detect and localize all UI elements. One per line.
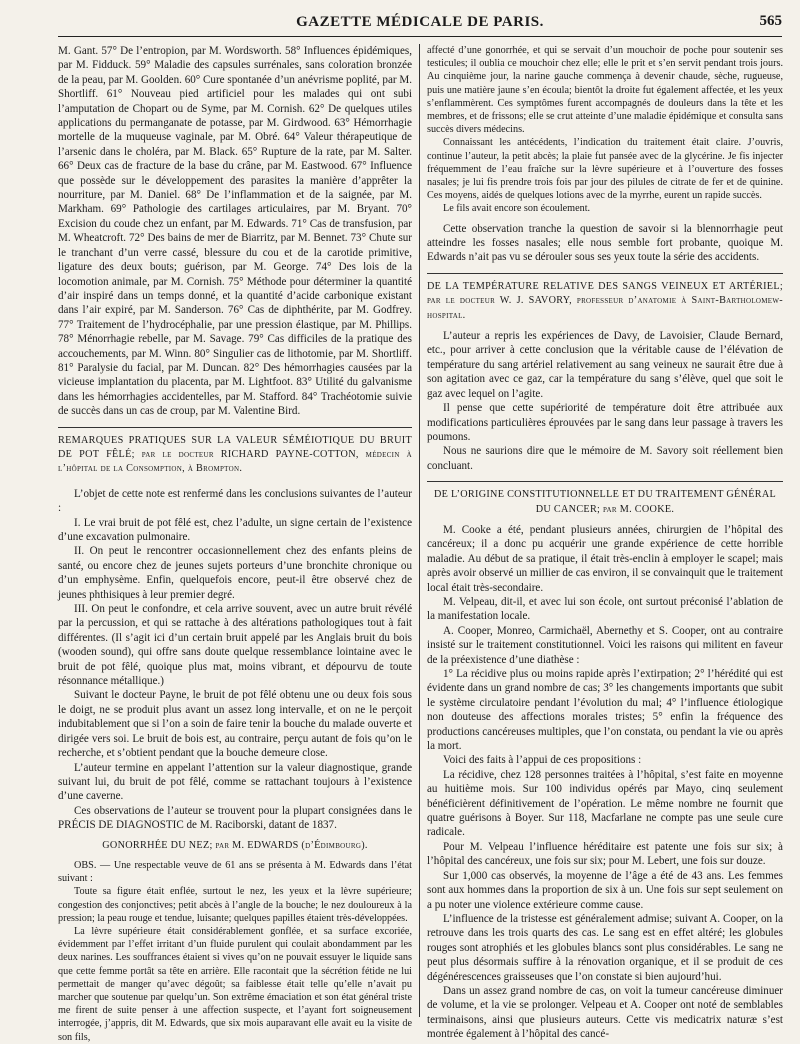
right-column (427, 44, 783, 1042)
observation-text: Le fils avait encore son écoulement. (443, 203, 591, 215)
paragraph: III. On peut le confondre, et cela arrive souvent, avec un autre bruit révélé par la percussion, et qui se rattache à des altérations pathologiques tout à fait différentes. (Il s’agit ici d’un certain bruit appelé par les Anglais bruit du bois (wooden sound), qui offre sans doute quelque ressemblance lointaine avec le bruit de pot fêlé, quoique plus mat, moins vibrant, et dépourvu de toute résonnance métallique.) (58, 603, 412, 688)
paragraph: Pour M. Velpeau l’influence héréditaire est patente une fois sur six; à l’hôpital des cancéreux, une fois sur six; pour M. Lebert, une fois sur douze. (427, 840, 783, 868)
left-column (58, 44, 412, 1044)
column-divider (419, 44, 420, 1017)
section-divider (427, 273, 783, 280)
section-divider (427, 481, 783, 488)
paragraph: M. Cooke a été, pendant plusieurs années, chirurgien de l’hôpital des cancéreux; il a donc pu acquérir une grande expérience de cette horrible maladie. Au début de sa pratique, il était très-enclin à employer le scapel; mais après avoir observé un millier de cas environ, il se convainquit que le traitement local était très-secondaire. (427, 523, 783, 594)
paragraph: L’auteur termine en appelant l’attention sur la valeur diagnostique, grande suivant lui, du bruit de pot fêlé, comme se rattachant toujours à l’existence d’une caverne. (58, 761, 412, 803)
paragraph: Voici des faits à l’appui de ces propositions : (443, 754, 642, 767)
article-heading-cancer: DE L’ORIGINE CONSTITUTIONNELLE ET DU TRAITEMENT GÉNÉRAL DU CANCER; par M. COOKE. (433, 489, 777, 515)
article-heading-gonorrhee: GONORRHÉE DU NEZ; par M. EDWARDS (d’Édimbourg). (102, 839, 368, 851)
paragraph: I. Le vrai bruit de pot fêlé est, chez l’adulte, un signe certain de l’existence d’une excavation pulmonaire. (58, 516, 412, 543)
paragraph: Ces observations de l’auteur se trouvent pour la plupart consignées dans le PRÉCIS DE DIAGNOSTIC de M. Raciborski, datant de 1837. (58, 804, 412, 832)
section-divider (58, 427, 412, 434)
page-header (58, 10, 782, 37)
paragraph: II. On peut le rencontrer occasionnellement chez des enfants pleins de santé, ou encore chez de jeunes sujets porteurs d’une bronchite chronique ou d’un emphysème. Enfin, quelquefois encore, peut-il être observé chez de jeunes phthisiques à leur premier degré. (58, 545, 412, 601)
paragraph: A. Cooper, Monreo, Carmichaël, Abernethy et S. Cooper, ont au contraire insisté sur le traitement constitutionnel. Voici les raisons qui militent en faveur de la préexistence d’une diathèse : (427, 624, 783, 666)
paragraph: Cette observation tranche la question de savoir si la blennorrhagie peut atteindre les fosses nasales; elle nous semble fort probante, quoique M. Edwards n’ait pas vu se dérouler sous ses yeux toute la série des accidents. (427, 222, 783, 264)
journal-title: GAZETTE MÉDICALE DE PARIS. (296, 14, 544, 30)
paragraph: M. Velpeau, dit-il, et avec lui son école, ont surtout préconisé l’ablation de la manifestation locale. (427, 595, 783, 623)
paragraph: Dans un assez grand nombre de cas, on voit la tumeur cancéreuse diminuer de volume, et la vie se prolonger. Velpeau et A. Cooper ont noté de semblables terminaisons, ainsi que plusieurs auteurs. Cette vis medicatrix naturæ s’est montrée également à l’hôpital des cancé- (427, 984, 783, 1041)
paragraph: L’auteur a repris les expériences de Davy, de Lavoisier, Claude Bernard, etc., pour arriver à cette conclusion que la véritable cause de l’élévation de température du sang artériel relativement au sang veineux ne saurait être due à son agitation avec ce gaz, car la température du sang s’élève, quel que soit le gaz avec lequel on l’agite. (427, 330, 783, 400)
paragraph: Sur 1,000 cas observés, la moyenne de l’âge a été de 43 ans. Les femmes sont aux hommes dans la proportion de six à un. Une fois sur sept seulement on a pu noter une violence extérieure comme cause. (427, 869, 783, 911)
paragraph: Nous ne saurions dire que le mémoire de M. Savory soit réellement bien concluant. (427, 445, 783, 472)
paragraph: 1° La récidive plus ou moins rapide après l’extirpation; 2° l’hérédité qui est évidente dans un grand nombre de cas; 3° les changements importants que subit le système circulatoire pendant l’évolution du mal; 4° l’influence étiologique non douteuse des affections morales tristes; 5° enfin la fréquence des productions cancéreuses multiples, que l’on constata, ou pendant la vie ou après la mort. (427, 668, 783, 753)
observation-continued: affecté d’une gonorrhée, et qui se servait d’un mouchoir de poche pour soutenir ses testicules; il oublia ce mouchoir chez elle; elle le prit et s’en servit pendant trois jours. Au cinquième jour, la narine gauche commença à devenir chaude, sèche, rugueuse, puis une matière jaune s’en écoula; bientôt la droite fut également affectée, et les yeux s’enflammèrent. Ces symptômes furent accompagnés de douleurs dans la tête et les membres, et de frissons; elle se crut atteinte d’une maladie épidémique et consulta sans succès divers médecins. (427, 45, 783, 136)
article-heading-temperature: DE LA TEMPÉRATURE RELATIVE DES SANGS VEINEUX ET ARTÉRIEL; par le docteur W. J. SAVORY, professeur d’anatomie à Saint-Bartholomew-hospital. (427, 280, 783, 321)
page-number: 565 (759, 13, 782, 29)
paragraph: Il pense que cette supériorité de température doit être attribuée aux modifications particulières éprouvées par le sang dans leur passage à travers les poumons. (427, 402, 783, 443)
paragraph: La récidive, chez 128 personnes traitées à l’hôpital, s’est faite en moyenne au huitième mois. Sur 100 individus opérés par Mayo, cinq seulement bénéficièrent définitivement de l’opération. Le même nombre ne fournit que quatre guérisons à Boyer. Sur 118, Macfarlane ne compte pas une seule cure radicale. (427, 768, 783, 839)
paragraph: L’objet de cette note est renfermé dans les conclusions suivantes de l’auteur : (58, 487, 412, 515)
article-heading-pot-fele: REMARQUES PRATIQUES SUR LA VALEUR SÉMÉIOTIQUE DU BRUIT DE POT FÊLÉ; par le docteur RICHARD PAYNE-COTTON, médecin à l’hôpital de la Consomption, à Brompton. (58, 434, 412, 475)
paragraph: L’influence de la tristesse est généralement admise; suivant A. Cooper, on la retrouve dans les trois quarts des cas. Le sang est en effet altéré; les globules rouges sont atrophiés et les globules blancs sont plus considérables. Le sang ne peut plus désormais suffire à la rénovation organique, et il se produit de ces dégénérescences graisseuses que l’on constate si bien aujourd’hui. (427, 912, 783, 983)
observation-text: Toute sa figure était enflée, surtout le nez, les yeux et la lèvre supérieure; congestion des conjonctives; petit abcès à l’angle de la bouche; le nez douloureux à la pression; la peau rouge et tendue, luisante; quelques papilles étaient très-développées. (58, 886, 412, 924)
paragraph: Suivant le docteur Payne, le bruit de pot fêlé obtenu une ou deux fois sous le doigt, ne se produit plus avant un assez long intervalle, et on ne le perçoit indubitablement que si l’on a soin de faire tenir la bouche du malade ouverte et dirigée vers soi. Le bruit de bois est, au contraire, perçu autant de fois qu’on le recherche, et s’obtient pendant que la bouche demeure close. (58, 689, 412, 760)
article-list: M. Gant. 57° De l’entropion, par M. Wordsworth. 58° Influences épidémiques, par M. Fidduck. 59° Maladie des capsules surrénales, sans coloration bronzée de la peau, par M. Goolden. 60° Cure spontanée d’un anévrisme poplité, par M. Shortliff. 61° Nouveau pied artificiel pour les malades qui ont subi l’amputation de Chopart ou de Syme, par M. Cornish. 62° De quelques utiles applications du permanganate de potasse, par M. Girdwood. 63° Hémorrhagie mortelle de la muqueuse vaginale, par M. Obré. 64° Valeur thérapeutique de l’arsenic dans le choléra, par M. Black. 65° Rupture de la rate, par M. Salter. 66° Deux cas de fracture de la base du crâne, par M. Eastwood. 67° Influence que possède sur le développement des parasites la manière d’apprêter la nourriture, par M. Daniel. 68° De l’inflammation et de la saignée, par M. Markham. 69° Pathologie des cartilages articulaires, par M. Bryant. 70° Excision du coude chez un enfant, par M. Edwards. 71° Cas de transfusion, par M. Wheatcroft. 72° Des bains de mer de Biarritz, par M. Bennet. 73° Chute sur le tranchant d’un verre cassé, blessure du cou et de la carotide primitive, ligature des deux bouts; guérison, par M. George. 74° Des lois de la locomotion animale, par M. Cornish. 75° Méthode pour déterminer la quantité d’air inspiré dans un temps donné, et la quantité d’acide carbonique existant dans l’air expiré, par M. Sanderson. 76° Cas de diphthérite, par M. Godfrey. 77° Traitement de l’hydrocéphalie, par une pression élastique, par M. Phillips. 78° Ménorrhagie rebelle, par M. Savage. 79° Cas difficiles de la pratique des accouchements, par M. Winn. 80° Singulier cas de lithotomie, par M. Shortliff. 81° Paralysie du facial, par M. Duncan. 82° Des hémorrhagies causées par la vicieuse implantation du placenta, par M. Lightfoot. 83° Utilité du galvanisme dans les hémorrhagies accidentelles, par M. Stafford. 84° Trachéotomie suivie de succès dans un cas de croup, par M. Valentine Bird. (58, 45, 412, 418)
observation-intro: OBS. — Une respectable veuve de 61 ans se présenta à M. Edwards dans l’état suivant : (58, 859, 412, 885)
observation-text: Connaissant les antécédents, l’indication du traitement était claire. J’ouvris, continue l’auteur, la petit abcès; la plaie fut pansée avec de la glycérine. Je fis injecter fréquemment de l’eau fraîche sur la lèvre supérieure et à l’ouverture des fosses nasales; je lui fis prendre trois fois par jour des pilules de citrate de fer et de quinine. Ces moyens, aidés de quelques lotions avec de la myrrhe, eurent un rapide succès. (427, 137, 783, 202)
observation-text: La lèvre supérieure était considérablement gonflée, et sa surface excoriée, évidemment par l’effet irritant d’un fluide purulent qui coulait abondamment par les deux narines. Les souffrances étaient si vives qu’on ne pouvait essuyer le liquide sans que cette femme portât sa tête en arrière. Elle racontait que la sécrétion fétide ne lui permettait de manger qu’avec dégoût; sa faiblesse était telle qu’elle n’avait pu marcher que soutenue par quelqu’un. Son extrême émaciation et son état général triste me firent de suite penser à une affection suspecte, et l’ayant fort soigneusement interrogée, j’appris, dit M. Edwards, que six mois auparavant elle avait eu la visite de son fils, (58, 925, 412, 1043)
